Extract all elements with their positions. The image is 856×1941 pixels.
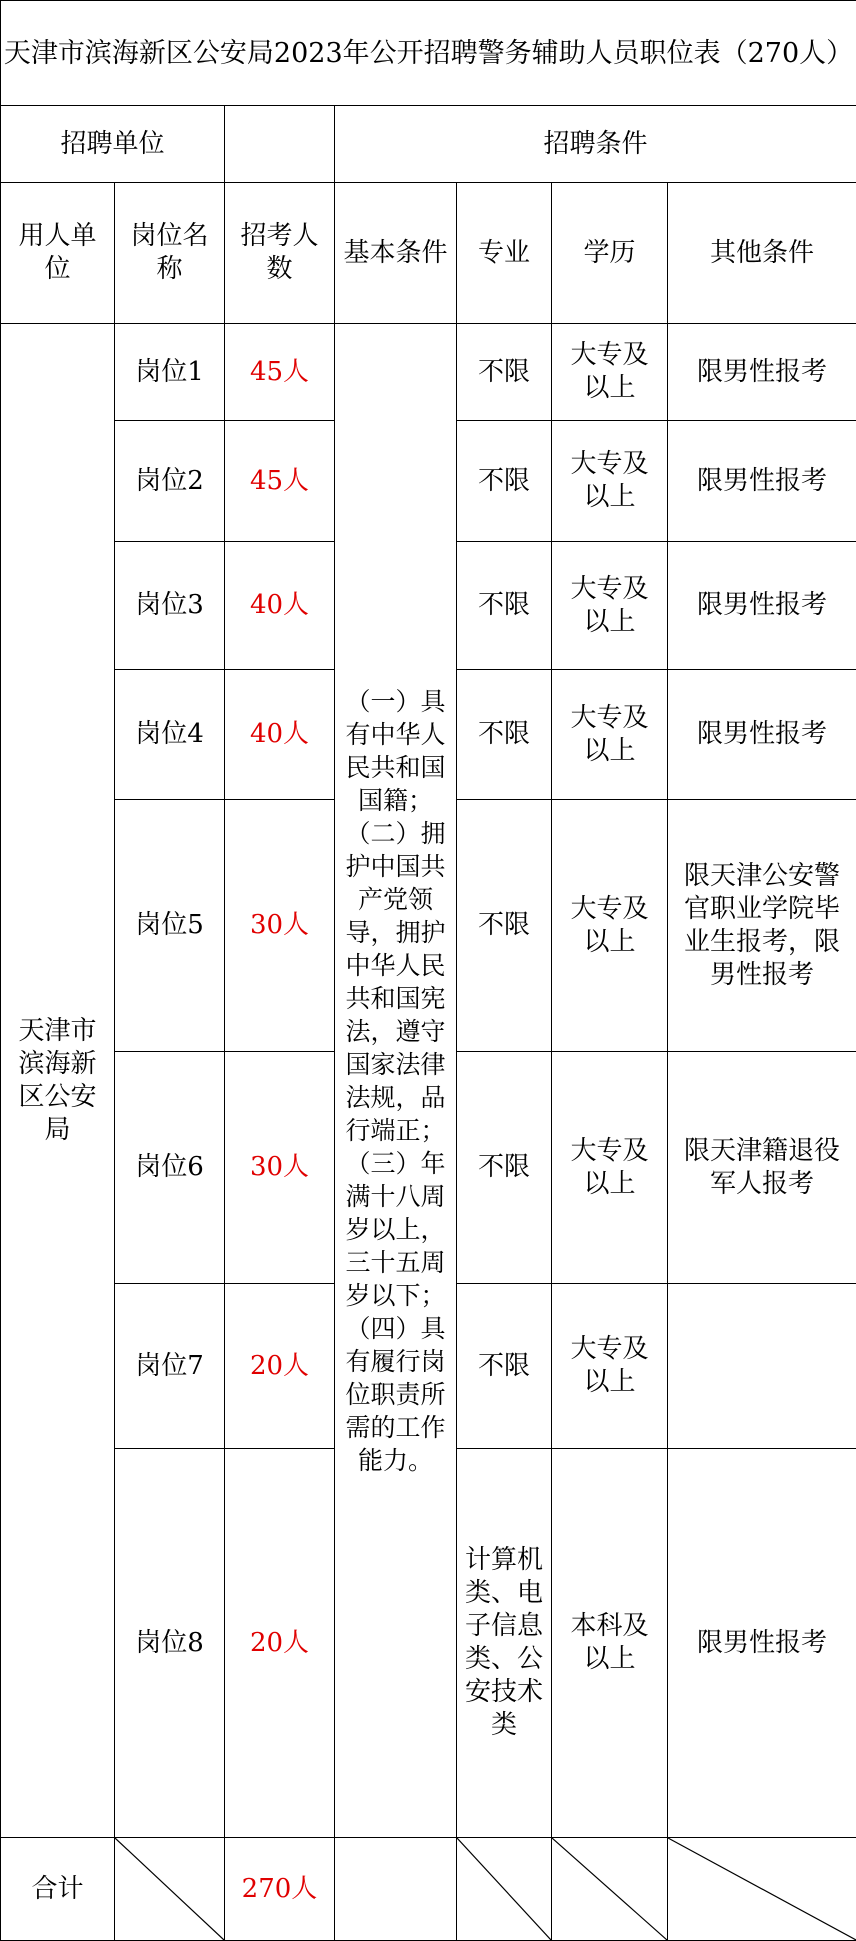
column-header-basic: 基本条件 — [335, 183, 457, 324]
column-header-employer: 用人单位 — [1, 183, 115, 324]
count-cell: 20人 — [225, 1449, 335, 1838]
diagonal-cell — [668, 1838, 856, 1941]
position-cell: 岗位3 — [115, 542, 225, 670]
education-cell: 大专及以上 — [552, 670, 668, 800]
employer-cell: 天津市滨海新区公安局 — [1, 324, 115, 1838]
count-cell: 45人 — [225, 421, 335, 542]
major-cell: 不限 — [457, 800, 552, 1052]
count-cell: 30人 — [225, 800, 335, 1052]
education-cell: 大专及以上 — [552, 421, 668, 542]
column-header-count: 招考人数 — [225, 183, 335, 324]
major-cell: 不限 — [457, 324, 552, 421]
blank-cell — [335, 1838, 457, 1941]
education-cell: 大专及以上 — [552, 542, 668, 670]
diagonal-cell — [552, 1838, 668, 1941]
education-cell: 大专及以上 — [552, 800, 668, 1052]
group-header-blank — [225, 106, 335, 183]
position-cell: 岗位7 — [115, 1284, 225, 1449]
other-cell: 限男性报考 — [668, 421, 856, 542]
column-header-position: 岗位名称 — [115, 183, 225, 324]
column-header-education: 学历 — [552, 183, 668, 324]
group-header-conditions: 招聘条件 — [335, 106, 856, 183]
position-cell: 岗位2 — [115, 421, 225, 542]
position-cell: 岗位4 — [115, 670, 225, 800]
basic-conditions-cell: （一）具有中华人民共和国国籍；（二）拥护中国共产党领导，拥护中华人民共和国宪法，遵守国家法律法规，品行端正；（三）年满十八周岁以上，三十五周岁以下；（四）具有履行岗位职责所需的工作能力。 — [335, 324, 457, 1838]
group-header-unit: 招聘单位 — [1, 106, 225, 183]
education-cell: 大专及以上 — [552, 324, 668, 421]
other-cell: 限天津籍退役军人报考 — [668, 1052, 856, 1284]
count-cell: 45人 — [225, 324, 335, 421]
position-cell: 岗位6 — [115, 1052, 225, 1284]
education-cell: 大专及以上 — [552, 1284, 668, 1449]
other-cell: 限男性报考 — [668, 542, 856, 670]
other-cell: 限男性报考 — [668, 324, 856, 421]
other-cell: 限男性报考 — [668, 1449, 856, 1838]
total-count: 270人 — [225, 1838, 335, 1941]
major-cell: 不限 — [457, 1284, 552, 1449]
major-cell: 不限 — [457, 1052, 552, 1284]
diagonal-cell — [115, 1838, 225, 1941]
major-cell: 不限 — [457, 542, 552, 670]
education-cell: 本科及以上 — [552, 1449, 668, 1838]
table-title: 天津市滨海新区公安局2023年公开招聘警务辅助人员职位表（270人） — [1, 1, 856, 106]
position-cell: 岗位8 — [115, 1449, 225, 1838]
total-label: 合计 — [1, 1838, 115, 1941]
position-cell: 岗位5 — [115, 800, 225, 1052]
other-cell: 限天津公安警官职业学院毕业生报考，限男性报考 — [668, 800, 856, 1052]
count-cell: 40人 — [225, 542, 335, 670]
diagonal-cell — [457, 1838, 552, 1941]
major-cell: 计算机类、电子信息类、公安技术类 — [457, 1449, 552, 1838]
other-cell — [668, 1284, 856, 1449]
other-cell: 限男性报考 — [668, 670, 856, 800]
column-header-major: 专业 — [457, 183, 552, 324]
table-row — [1, 324, 856, 421]
position-cell: 岗位1 — [115, 324, 225, 421]
column-header-other: 其他条件 — [668, 183, 856, 324]
education-cell: 大专及以上 — [552, 1052, 668, 1284]
count-cell: 20人 — [225, 1284, 335, 1449]
major-cell: 不限 — [457, 421, 552, 542]
count-cell: 30人 — [225, 1052, 335, 1284]
count-cell: 40人 — [225, 670, 335, 800]
total-row — [1, 1838, 856, 1941]
major-cell: 不限 — [457, 670, 552, 800]
